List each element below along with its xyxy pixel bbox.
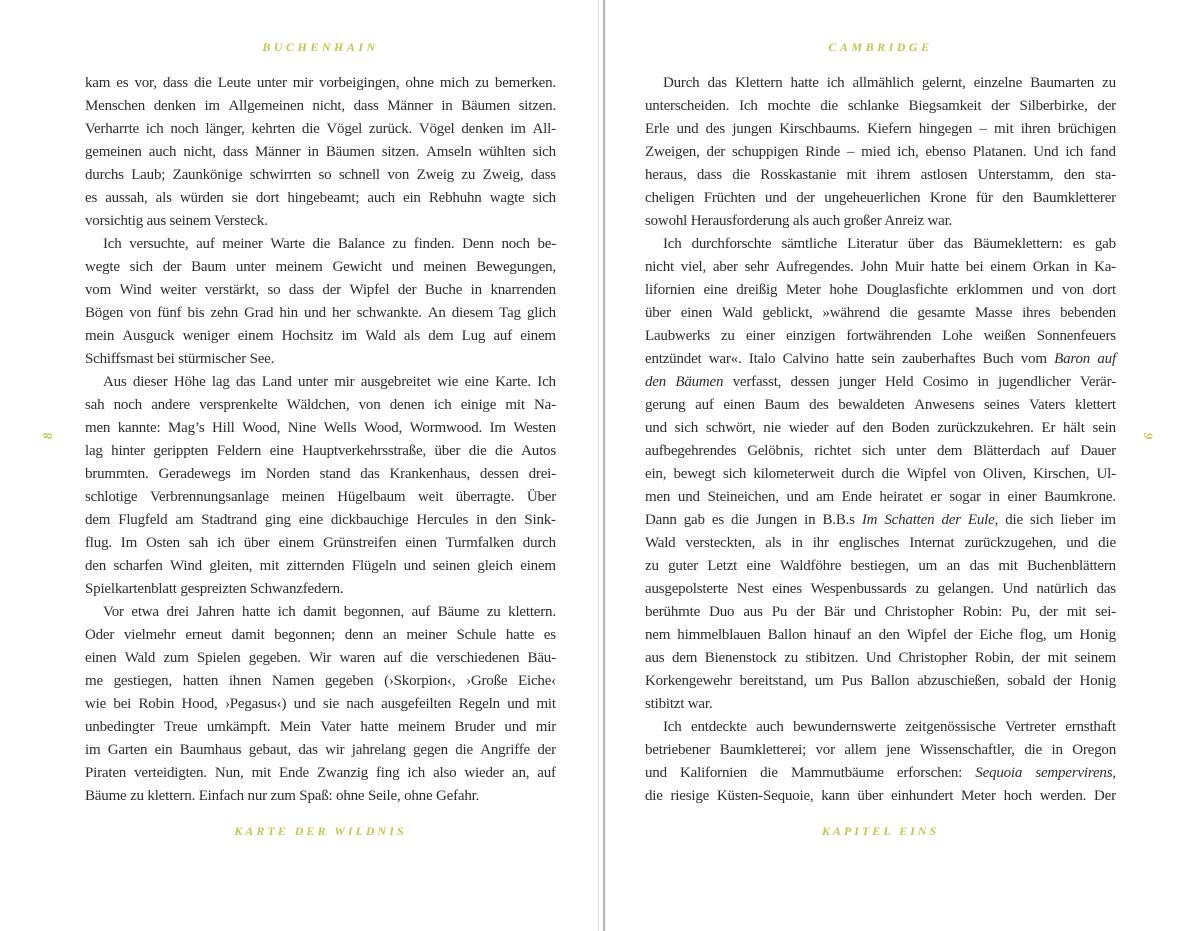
text-line: Erle und des jungen Kirschbaums. Kiefern hingegen – mit ihren brüchigen bbox=[645, 121, 1116, 137]
text-line: wegte sich der Baum unter meinem Gewicht und meinen Bewegungen, bbox=[85, 259, 556, 275]
text-line: vom Wind weiter verstärkt, so dass der Wipfel der Buche in knarrenden bbox=[85, 282, 556, 298]
text-line: es aussah, als würden sie dort hingebeamt; auch ein Rebhuhn wagte sich bbox=[85, 190, 556, 206]
text-line: Wald versteckten, als in ihr englisches Internat zurückzugehen, und die bbox=[645, 535, 1116, 551]
running-head-left: BUCHENHAIN bbox=[262, 40, 379, 54]
text-line: betriebener Baumkletterei; vor allem jene Wissenschaftler, die in Oregon bbox=[645, 742, 1116, 758]
text-line: cheligen Früchten und der ungeheuerlichen Krone für den Baumkletterer bbox=[645, 190, 1116, 206]
text-line: sowohl Herausforderung als auch großer Anreiz war. bbox=[645, 213, 953, 229]
text-line: durchs Laub; Zaunkönige schwirrten so schnell von Zweig zu Zweig, dass bbox=[85, 167, 556, 183]
text-line: Ich entdeckte auch bewundernswerte zeitgenössische Vertreter ernsthaft bbox=[663, 719, 1116, 735]
text-line: unterscheiden. Ich mochte die schlanke Biegsamkeit der Silberbirke, der bbox=[645, 98, 1116, 114]
text-line: kam es vor, dass die Leute unter mir vorbeigingen, ohne mich zu bemerken. bbox=[85, 75, 556, 91]
text-line: flug. Im Osten sah ich über einem Grünstreifen einen Turmfalken durch bbox=[85, 535, 556, 551]
text-line: Spielkartenblatt gespreizten Schwanzfedern. bbox=[85, 581, 344, 597]
text-line: heraus, dass die Rosskastanie mit ihrem astlosen Unterstamm, den sta- bbox=[645, 167, 1116, 183]
text-line: aus dem Bienenstock zu stibitzen. Und Christopher Robin, der mit seinem bbox=[645, 650, 1116, 666]
text-line: über einen Wald geblickt, »während die gesamte Masse ihres bebenden bbox=[645, 305, 1116, 321]
text-line: sah noch andere versprenkelte Wäldchen, von denen ich einige mit Na- bbox=[85, 397, 556, 413]
text-line: unbedingter Treue umkämpft. Mein Vater hatte meinem Bruder und mir bbox=[85, 719, 556, 735]
text-block-right bbox=[645, 72, 1116, 808]
text-line: aufbegehrendes Gelöbnis, richtet sich unter dem Blätterdach auf Dauer bbox=[645, 443, 1116, 459]
text-line: mein Ausguck weniger einem Hochsitz im Wald als dem Lug auf einem bbox=[85, 328, 556, 344]
text-line: ein, bewegt sich kilometerweit durch die Wipfel von Oliven, Kirschen, Ul- bbox=[645, 466, 1116, 482]
text-line: den scharfen Wind gleiten, mit zitternden Flügeln und seinen gleich einem bbox=[85, 558, 556, 574]
text-line: men kannte: Mag’s Hill Wood, Nine Wells Wood, Wormwood. Im Westen bbox=[85, 420, 556, 436]
text-line: gerung auf einen Baum des bewaldeten Anwesens seines Vaters klettert bbox=[645, 397, 1116, 413]
page-gutter-divider bbox=[598, 0, 607, 931]
text-line: vorsichtig aus seinem Versteck. bbox=[85, 213, 268, 229]
text-line: ausgepolsterte Nest eines Wespenbussards zu gelangen. Und natürlich das bbox=[645, 581, 1116, 597]
text-line: Aus dieser Höhe lag das Land unter mir ausgebreitet wie eine Karte. Ich bbox=[103, 374, 556, 390]
text-block-left bbox=[85, 72, 556, 808]
text-line: nicht viel, aber sehr Aufregendes. John Muir hatte bei einem Orkan in Ka- bbox=[645, 259, 1116, 275]
page-number-left: 8 bbox=[40, 432, 55, 440]
text-line: Menschen denken im Allgemeinen nicht, dass Männer in Bäumen sitzen. bbox=[85, 98, 556, 114]
text-line: dem Flugfeld am Stadtrand ging eine dickbauchige Hercules in den Sink- bbox=[85, 512, 556, 528]
text-line: Ich durchforschte sämtliche Literatur über das Bäumeklettern: es gab bbox=[663, 236, 1116, 252]
text-line: Ich versuchte, auf meiner Warte die Balance zu finden. Denn noch be- bbox=[103, 236, 556, 252]
text-line: Bögen von fünf bis zehn Grad hin und her schwankte. An diesem Tag glich bbox=[85, 305, 556, 321]
running-foot-right: KAPITEL EINS bbox=[821, 824, 940, 838]
text-line: Durch das Klettern hatte ich allmählich gelernt, einzelne Baumarten zu bbox=[663, 75, 1116, 91]
text-line: Bäume zu klettern. Einfach nur zum Spaß: ohne Seile, ohne Gefahr. bbox=[85, 788, 480, 804]
text-line: schlotige Verbrennungsanlage meinen Hügelbaum weit überragte. Über bbox=[85, 489, 556, 505]
text-line: Laubwerks zu einer einzigen fortwährenden Lohe weißen Sonnenfeuers bbox=[645, 328, 1116, 344]
text-line: lag hinter gerippten Feldern eine Hauptverkehrsstraße, über die die Autos bbox=[85, 443, 556, 459]
text-line: men und Steineichen, und am Ende heiratet er sogar in einer Baumkrone. bbox=[645, 489, 1116, 505]
text-line: berühmte Duo aus Pu der Bär und Christopher Robin: Pu, der mit sei- bbox=[645, 604, 1116, 620]
text-line: Verharrte ich noch länger, kehrten die Vögel zurück. Vögel denken im All- bbox=[85, 121, 556, 137]
text-line: die riesige Küsten-Sequoie, kann über einhundert Meter hoch werden. Der bbox=[645, 788, 1116, 804]
text-line: Oder vielmehr erneut damit begonnen; denn an meiner Schule hatte es bbox=[85, 627, 556, 643]
text-line: stibitzt war. bbox=[645, 696, 713, 712]
text-line: zu guter Letzt eine Waldföhre bestiegen, um an das mit Buchenblättern bbox=[645, 558, 1116, 574]
text-line: entzündet war«. Italo Calvino hatte sein zauberhaftes Buch vom Baron auf bbox=[645, 351, 1116, 367]
text-line: wie bei Robin Hood, ›Pegasus‹) und sie nach ausgefeilten Regeln und mit bbox=[85, 696, 556, 712]
text-line: nem himmelblauen Ballon hinauf an den Wipfel der Eiche flog, um Honig bbox=[645, 627, 1116, 643]
page-number-right: 9 bbox=[1141, 432, 1156, 440]
text-line: den Bäumen verfasst, dessen junger Held Cosimo in jugendlicher Verär- bbox=[645, 374, 1116, 390]
text-line: Vor etwa drei Jahren hatte ich damit begonnen, auf Bäume zu klettern. bbox=[103, 604, 556, 620]
text-line: Piraten verteidigten. Nun, mit Ende Zwanzig fing ich also wieder an, auf bbox=[85, 765, 556, 781]
text-line: gemeinen auch nicht, dass Männer in Bäumen sitzen. Amseln wühlten sich bbox=[85, 144, 556, 160]
text-line: und sich schwört, nie wieder auf den Boden zurückzukehren. Er hält sein bbox=[645, 420, 1116, 436]
text-line: Korkengewehr bereitstand, um Pus Ballon abzuschießen, sobald der Honig bbox=[645, 673, 1116, 689]
text-line: Schiffsmast bei stürmischer See. bbox=[85, 351, 275, 367]
running-head-right: CAMBRIDGE bbox=[828, 40, 933, 54]
text-line: und Kalifornien die Mammutbäume erforschen: Sequoia sempervirens, bbox=[645, 765, 1116, 781]
text-line: me gestiegen, hatten ihnen Namen gegeben (›Skorpion‹, ›Große Eiche‹ bbox=[85, 673, 556, 689]
running-foot-left: KARTE DER WILDNIS bbox=[234, 824, 407, 838]
text-line: lifornien eine dreißig Meter hohe Douglasfichte erklommen und von dort bbox=[645, 282, 1116, 298]
text-line: brummten. Geradewegs im Norden stand das Krankenhaus, dessen drei- bbox=[85, 466, 556, 482]
text-line: Zweigen, der schuppigen Rinde – mied ich, ebenso Platanen. Und ich fand bbox=[645, 144, 1116, 160]
text-line: Dann gab es die Jungen in B.B.s Im Schatten der Eule, die sich lieber im bbox=[645, 512, 1116, 528]
text-line: im Garten ein Baumhaus gebaut, das wir jahrelang gegen die Angriffe der bbox=[85, 742, 556, 758]
text-line: einen Wald zum Spielen gegeben. Wir waren auf die verschiedenen Bäu- bbox=[85, 650, 556, 666]
